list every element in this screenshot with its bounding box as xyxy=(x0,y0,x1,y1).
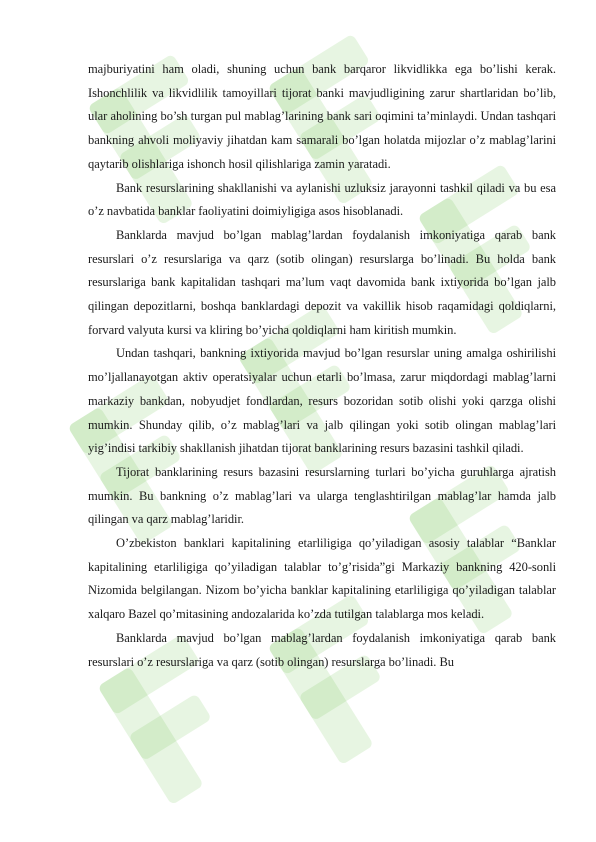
body-paragraph-2: Bank resurslarining shakllanishi va aylanishi uzluksiz jarayonni tashkil qiladi va bu esa o’z navbatida banklar faoliyatini doimiyligiga asos hisoblanadi. xyxy=(88,180,556,219)
document-page xyxy=(88,58,556,674)
body-paragraph-5: Tijorat banklarining resurs bazasini resurslarning turlari bo’yicha guruhlarga ajratish mumkin. Bu bankning o’z mablag’lari va ularga tenglashtirilgan mablag’lar hamda jalb qilingan va qarz mablag’laridir. xyxy=(88,464,556,527)
body-paragraph-3: Banklarda mavjud bo’lgan mablag’lardan foydalanish imkoniyatiga qarab bank resurslari o’z resurslariga va qarz (sotib olingan) resurslarga bo’linadi. Bu holda bank resurslariga bank kapitalidan tashqari ma’lum vaqt davomida bank ixtiyorida bo’lgan jalb qilingan depozitlarni, boshqa banklardagi depozit va vakillik hisob raqamidagi qoldiqlarni, forvard valyuta kursi va kliring bo’yicha qoldiqlarni ham kiritish mumkin. xyxy=(88,227,556,337)
body-paragraph-7: Banklarda mavjud bo’lgan mablag’lardan foydalanish imkoniyatiga qarab bank resurslari o’z resurslariga va qarz (sotib olingan) resurslarga bo’linadi. Bu xyxy=(88,630,556,669)
body-paragraph-1: majburiyatini ham oladi, shuning uchun bank barqaror likvidlikka ega bo’lishi kerak. Ishonchlilik va likvidlilik tamoyillari tijorat banki mavjudligining zarur shartlaridan bo’lib, ular aholining bo’sh turgan pul mablag’larining bank sari oqimini ta’minlaydi. Undan tashqari bankning ahvoli moliyaviy jihatdan kam samarali bo’lgan holatda mijozlar o’z mablag’larini qaytarib olishlariga ishonch hosil qilishlariga zamin yaratadi. xyxy=(88,62,556,171)
body-paragraph-6: O’zbekiston banklari kapitalining etarliligiga qo’yiladigan asosiy talablar “Banklar kapitalining etarliligiga qo’yiladigan talablar to’g’risida”gi Markaziy bankning 420-sonli Nizomida belgilangan. Nizom bo’yicha banklar kapitalining etarliligiga qo’yiladigan talablar xalqaro Bazel qo’mitasining andozalarida ko’zda tutilgan talablarga mos keladi. xyxy=(88,536,556,622)
body-paragraph-4: Undan tashqari, bankning ixtiyorida mavjud bo’lgan resurslar uning amalga oshirilishi mo’ljallanayotgan aktiv operatsiyalar uchun etarli bo’lmasa, zarur miqdordagi mablag’larni markaziy bankdan, nobyudjet fondlardan, resurs bozoridan sotib olishi yoki qarzga olishi mumkin. Shunday qilib, o’z mablag’lari va jalb qilingan yoki sotib olingan mablag’lari yig’indisi tarkibiy shakllanish jihatdan tijorat banklarining resurs bazasini tashkil qiladi. xyxy=(88,346,556,456)
